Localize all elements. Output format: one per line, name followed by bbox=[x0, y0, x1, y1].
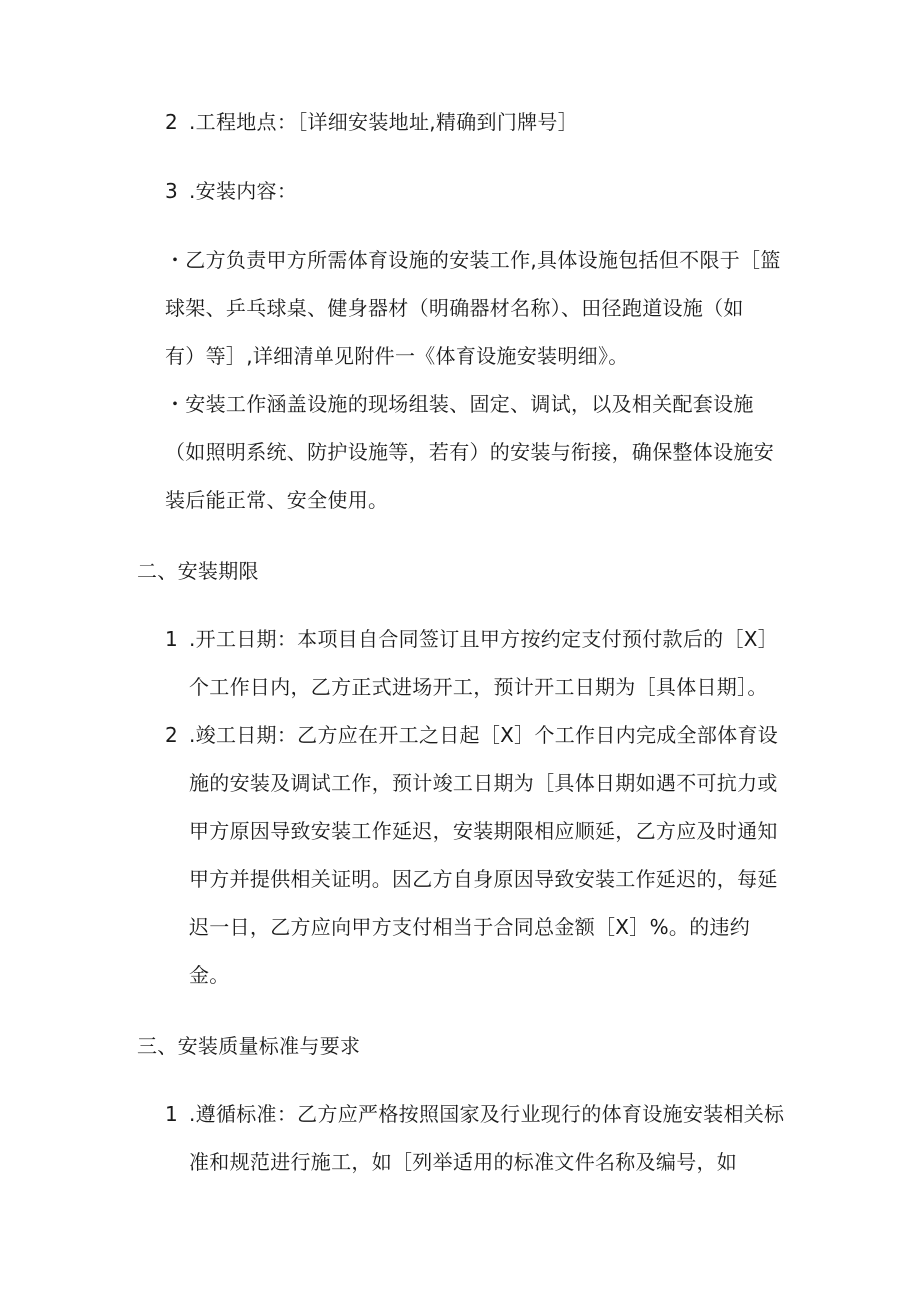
item-number: 1 bbox=[165, 627, 179, 651]
bullet-1-line-3: 有）等］,详细清单见附件一《体育设施安装明细》。 bbox=[165, 344, 629, 368]
bullet-2-line-1: ・安装工作涵盖设施的现场组装、固定、调试，以及相关配套设施 bbox=[165, 392, 754, 416]
section-2-item-2-line-1 bbox=[165, 725, 778, 745]
section-3-item-1-line-1 bbox=[165, 1104, 784, 1124]
item-2-location bbox=[165, 112, 578, 132]
section-2-item-2-line-6: 金。 bbox=[189, 963, 230, 987]
section-3-item-1-line-2: 准和规范进行施工，如［列举适用的标准文件名称及编号，如 bbox=[189, 1150, 738, 1174]
section-2-item-2-line-5: 迟一日，乙方应向甲方支付相当于合同总金额［X］%。的违约 bbox=[189, 915, 751, 939]
item-text: .遵循标准：乙方应严格按照国家及行业现行的体育设施安装相关标 bbox=[189, 1102, 785, 1126]
section-2-heading: 二、安装期限 bbox=[137, 559, 259, 583]
section-2-item-2-line-4: 甲方并提供相关证明。因乙方自身原因导致安装工作延迟的，每延 bbox=[189, 867, 778, 891]
section-2-item-1-line-1 bbox=[165, 629, 778, 649]
bullet-2-line-2: （如照明系统、防护设施等，若有）的安装与衔接，确保整体设施安 bbox=[165, 440, 774, 464]
item-text: .工程地点：［详细安装地址,精确到门牌号］ bbox=[189, 110, 579, 134]
item-number: 2 bbox=[165, 723, 179, 747]
item-text: .竣工日期：乙方应在开工之日起［X］个工作日内完成全部体育设 bbox=[189, 723, 779, 747]
item-number: 1 bbox=[165, 1102, 179, 1126]
bullet-1-line-1: ・乙方负责甲方所需体育设施的安装工作,具体设施包括但不限于［篮 bbox=[165, 248, 781, 272]
item-3-content bbox=[165, 181, 297, 201]
bullet-2-line-3: 装后能正常、安全使用。 bbox=[165, 488, 389, 512]
bullet-1-line-2: 球架、乒乓球桌、健身器材（明确器材名称）、田径跑道设施（如 bbox=[165, 296, 744, 320]
item-text: .开工日期：本项目自合同签订且甲方按约定支付预付款后的［X］ bbox=[189, 627, 779, 651]
item-number: 3 bbox=[165, 179, 179, 203]
item-number: 2 bbox=[165, 110, 179, 134]
section-3-heading: 三、安装质量标准与要求 bbox=[137, 1034, 361, 1058]
section-2-item-2-line-3: 甲方原因导致安装工作延迟，安装期限相应顺延，乙方应及时通知 bbox=[189, 819, 778, 843]
section-2-item-2-line-2: 施的安装及调试工作，预计竣工日期为［具体日期如遇不可抗力或 bbox=[189, 771, 778, 795]
item-text: .安装内容： bbox=[189, 179, 298, 203]
section-2-item-1-line-2: 个工作日内，乙方正式进场开工，预计开工日期为［具体日期］。 bbox=[189, 675, 768, 699]
